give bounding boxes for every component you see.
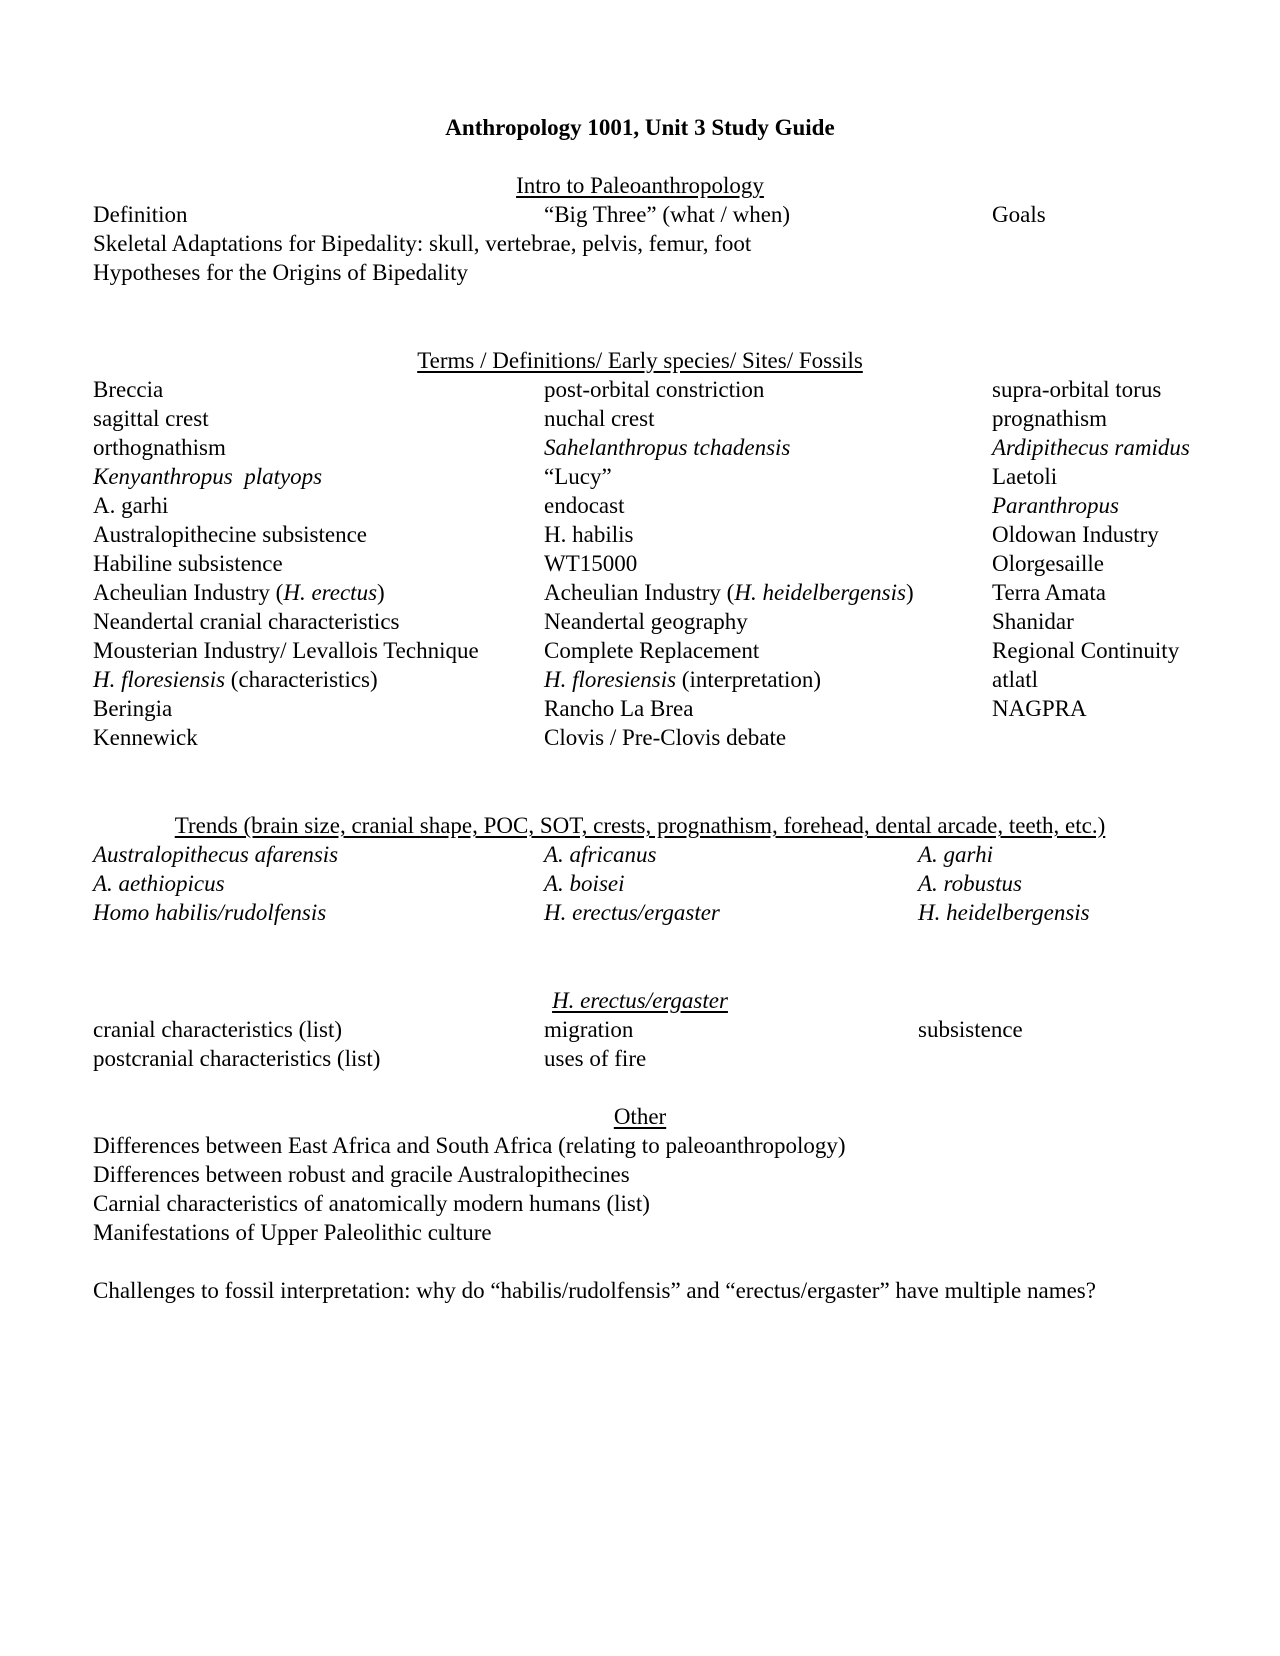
species: A. aethiopicus bbox=[93, 871, 225, 896]
term: Beringia bbox=[93, 696, 173, 721]
term-text: Acheulian Industry ( bbox=[544, 580, 735, 605]
term: Oldowan Industry bbox=[992, 522, 1159, 547]
term: Ardipithecus ramidus bbox=[992, 435, 1190, 460]
terms-heading: Terms / Definitions/ Early species/ Sites/ Fossils bbox=[417, 348, 863, 373]
term-floresiensis-characteristics bbox=[93, 665, 378, 694]
species: H. heidelbergensis bbox=[918, 900, 1090, 925]
term: Shanidar bbox=[992, 609, 1074, 634]
term-acheulian-erectus bbox=[93, 578, 385, 607]
trends-heading: Trends (brain size, cranial shape, POC, SOT, crests, prognathism, forehead, dental arcade, teeth, etc.) bbox=[174, 813, 1106, 838]
erectus-item: uses of fire bbox=[544, 1046, 647, 1071]
term: Paranthropus bbox=[992, 493, 1119, 518]
species: A. robustus bbox=[918, 871, 1022, 896]
species: Homo habilis/rudolfensis bbox=[93, 900, 327, 925]
other-heading: Other bbox=[613, 1104, 667, 1129]
species: Australopithecus afarensis bbox=[93, 842, 339, 867]
term: Complete Replacement bbox=[544, 638, 760, 663]
term: Breccia bbox=[93, 377, 164, 402]
term: Sahelanthropus tchadensis bbox=[544, 435, 791, 460]
species: A. boisei bbox=[544, 871, 625, 896]
intro-skeletal-adaptations: Skeletal Adaptations for Bipedality: skull, vertebrae, pelvis, femur, foot bbox=[93, 231, 752, 256]
term-text: Acheulian Industry ( bbox=[93, 580, 284, 605]
erectus-item: postcranial characteristics (list) bbox=[93, 1046, 381, 1071]
other-heading-wrap bbox=[0, 1102, 1280, 1131]
term: Kenyanthropus platyops bbox=[93, 464, 323, 489]
term: Laetoli bbox=[992, 464, 1058, 489]
term: Neandertal cranial characteristics bbox=[93, 609, 400, 634]
term: endocast bbox=[544, 493, 625, 518]
term: WT15000 bbox=[544, 551, 638, 576]
other-item: Carnial characteristics of anatomically modern humans (list) bbox=[93, 1191, 650, 1216]
intro-big-three: “Big Three” (what / when) bbox=[544, 202, 791, 227]
term: Mousterian Industry/ Levallois Technique bbox=[93, 638, 479, 663]
term: post-orbital constriction bbox=[544, 377, 765, 402]
erectus-heading-wrap bbox=[0, 986, 1280, 1015]
term: Neandertal geography bbox=[544, 609, 748, 634]
term-species: H. floresiensis bbox=[93, 667, 226, 692]
term-text: ) bbox=[377, 580, 385, 605]
intro-heading-wrap bbox=[0, 171, 1280, 200]
erectus-item: cranial characteristics (list) bbox=[93, 1017, 343, 1042]
intro-goals: Goals bbox=[992, 202, 1046, 227]
term-acheulian-heidelbergensis bbox=[544, 578, 914, 607]
term: Regional Continuity bbox=[992, 638, 1180, 663]
term: “Lucy” bbox=[544, 464, 612, 489]
term-floresiensis-interpretation bbox=[544, 665, 821, 694]
trends-heading-wrap bbox=[0, 811, 1280, 840]
intro-definition: Definition bbox=[93, 202, 188, 227]
term: NAGPRA bbox=[992, 696, 1087, 721]
erectus-heading: H. erectus/ergaster bbox=[552, 988, 728, 1013]
species: A. garhi bbox=[918, 842, 993, 867]
term: Kennewick bbox=[93, 725, 198, 750]
document-title: Anthropology 1001, Unit 3 Study Guide bbox=[445, 115, 835, 140]
term: atlatl bbox=[992, 667, 1038, 692]
term: orthognathism bbox=[93, 435, 226, 460]
species: H. erectus/ergaster bbox=[544, 900, 720, 925]
intro-hypotheses: Hypotheses for the Origins of Bipedality bbox=[93, 260, 468, 285]
term: supra-orbital torus bbox=[992, 377, 1162, 402]
species: A. africanus bbox=[544, 842, 657, 867]
term: Rancho La Brea bbox=[544, 696, 694, 721]
term-species: H. floresiensis bbox=[544, 667, 677, 692]
term-text: (characteristics) bbox=[225, 667, 378, 692]
term: Olorgesaille bbox=[992, 551, 1104, 576]
term-text: (interpretation) bbox=[676, 667, 822, 692]
other-item: Manifestations of Upper Paleolithic culture bbox=[93, 1220, 492, 1245]
term-species: H. erectus bbox=[283, 580, 378, 605]
terms-heading-wrap bbox=[0, 346, 1280, 375]
challenge-question: Challenges to fossil interpretation: why do “habilis/rudolfensis” and “erectus/ergaster” have multiple names? bbox=[93, 1278, 1096, 1303]
other-item: Differences between East Africa and South Africa (relating to paleoanthropology) bbox=[93, 1133, 846, 1158]
term: Clovis / Pre-Clovis debate bbox=[544, 725, 787, 750]
term-text: ) bbox=[905, 580, 914, 605]
term: Australopithecine subsistence bbox=[93, 522, 368, 547]
term: H. habilis bbox=[544, 522, 634, 547]
intro-heading: Intro to Paleoanthropology bbox=[516, 173, 764, 198]
erectus-item: migration bbox=[544, 1017, 634, 1042]
term-species: H. heidelbergensis bbox=[734, 580, 906, 605]
term: Habiline subsistence bbox=[93, 551, 283, 576]
term: A. garhi bbox=[93, 493, 169, 518]
term: nuchal crest bbox=[544, 406, 655, 431]
term: prognathism bbox=[992, 406, 1107, 431]
erectus-item: subsistence bbox=[918, 1017, 1023, 1042]
other-item: Differences between robust and gracile Australopithecines bbox=[93, 1162, 630, 1187]
term: Terra Amata bbox=[992, 580, 1106, 605]
term: sagittal crest bbox=[93, 406, 209, 431]
